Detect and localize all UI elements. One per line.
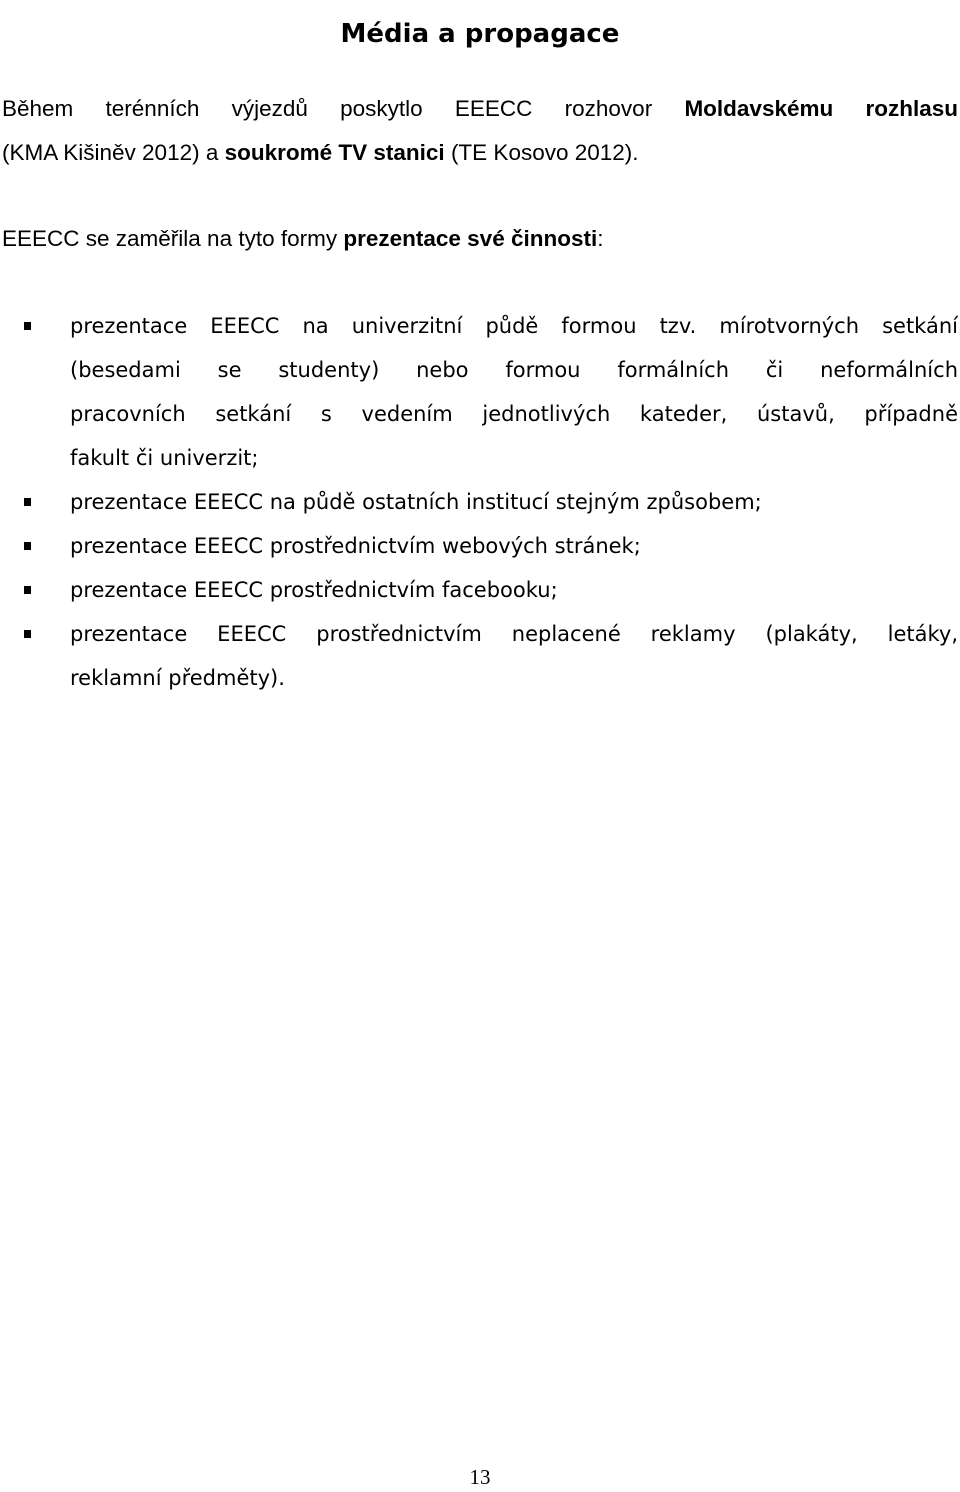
intro-text: Během terénních výjezdů poskytlo EEECC rozhovor (2, 96, 685, 121)
list-item-line: pracovních setkání s vedením jednotlivých kateder, ústavů, případně (70, 402, 958, 426)
bullet-square-icon (24, 304, 34, 348)
radio-name: Moldavskému rozhlasu (684, 96, 958, 121)
list-item-line: fakult či univerzit; (70, 446, 259, 470)
page-title: Média a propagace (340, 19, 620, 50)
intro-text: (KMA Kišiněv 2012) a (2, 140, 225, 165)
bullet-square-icon (24, 524, 34, 568)
presentation-forms-list (0, 304, 960, 700)
list-item-line: (besedami se studenty) nebo formou formálních či neformálních (70, 358, 958, 382)
list-item-line: prezentace EEECC prostřednictvím neplacené reklamy (plakáty, letáky, (70, 622, 958, 646)
bullet-square-icon (24, 480, 34, 524)
list-item-line: prezentace EEECC prostřednictvím facebooku; (70, 578, 558, 602)
intro-line-2 (2, 131, 958, 175)
forms-intro-text: : (597, 226, 604, 251)
bullet-square-icon (24, 612, 34, 656)
forms-intro-emphasis: prezentace své činnosti (343, 226, 598, 251)
intro-paragraph (2, 87, 958, 175)
list-item-line: prezentace EEECC na půdě ostatních institucí stejným způsobem; (70, 490, 762, 514)
forms-intro-text: EEECC se zaměřila na tyto formy (2, 226, 344, 251)
list-item-line: reklamní předměty). (70, 666, 285, 690)
forms-intro-line (2, 217, 958, 261)
tv-station-name: soukromé TV stanici (224, 140, 445, 165)
forms-intro-paragraph (2, 217, 958, 261)
page-number: 13 (469, 1465, 491, 1489)
list-item-line: prezentace EEECC prostřednictvím webových stránek; (70, 534, 641, 558)
intro-line-1 (2, 87, 958, 131)
list-item (0, 480, 958, 524)
list-item-line: prezentace EEECC na univerzitní půdě formou tzv. mírotvorných setkání (70, 314, 958, 338)
list-item (0, 612, 958, 700)
bullet-square-icon (24, 568, 34, 612)
list-item (0, 568, 958, 612)
intro-text: (TE Kosovo 2012). (444, 140, 639, 165)
list-item (0, 524, 958, 568)
list-item (0, 304, 958, 480)
